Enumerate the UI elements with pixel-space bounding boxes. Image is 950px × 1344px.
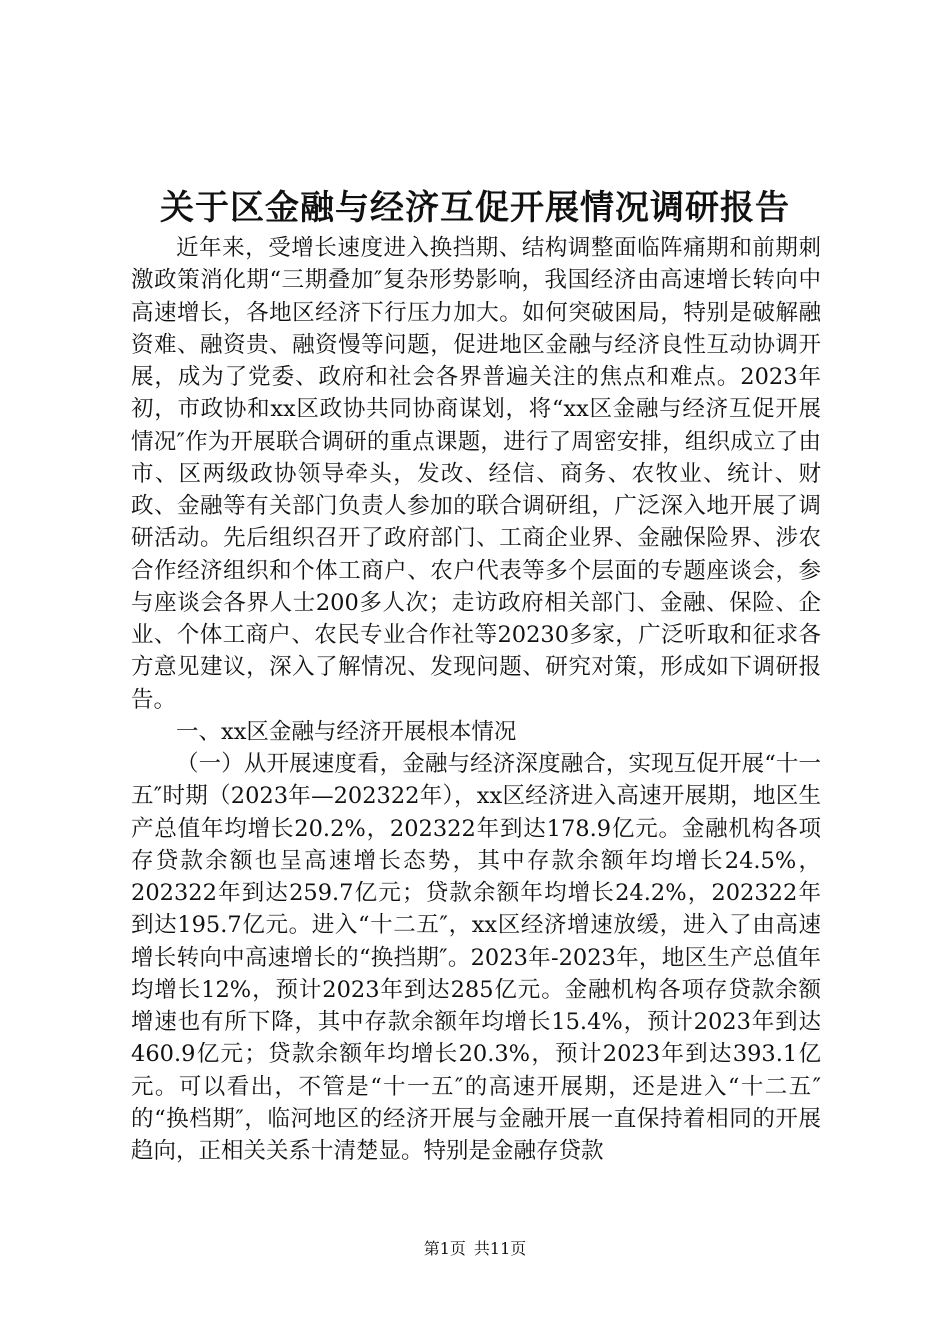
paragraph-intro: 近年来，受增长速度进入换挡期、结构调整面临阵痛期和前期刺激政策消化期“三期叠加″复杂形势影响，我国经济由高速增长转向中高速增长，各地区经济下行压力加大。如何突破困局，特别是破解融资难、融资贵、融资慢等问题，促进地区金融与经济良性互动协调开展，成为了党委、政府和社会各界普遍关注的焦点和难点。2023年初，市政协和xx区政协共同协商谋划，将“xx区金融与经济互促开展情况″作为开展联合调研的重点课题，进行了周密安排，组织成立了由市、区两级政协领导牵头，发改、经信、商务、农牧业、统计、财政、金融等有关部门负责人参加的联合调研组，广泛深入地开展了调研活动。先后组织召开了政府部门、工商企业界、金融保险界、涉农合作经济组织和个体工商户、农户代表等多个层面的专题座谈会，参与座谈会各界人士200多人次；走访政府相关部门、金融、保险、企业、个体工商户、农民专业合作社等20230多家，广泛听取和征求各方意见建议，深入了解情况、发现问题、研究对策，形成如下调研报告。 xyxy=(131,235,821,713)
section-heading: 一、xx区金融与经济开展根本情况 xyxy=(176,718,517,745)
document-body xyxy=(131,232,821,1167)
page-number: 第1页 xyxy=(423,1239,466,1258)
page-total: 共11页 xyxy=(473,1239,527,1258)
page-footer xyxy=(0,1238,950,1260)
document-title: 关于区金融与经济互促开展情况调研报告 xyxy=(160,188,790,228)
paragraph-development-speed: （一）从开展速度看，金融与经济深度融合，实现互促开展“十一五″时期（2023年—202322年），xx区经济进入高速开展期，地区生产总值年均增长20.2%，202322年到达178.9亿元。金融机构各项存贷款余额也呈高速增长态势，其中存款余额年均增长24.5%，202322年到达259.7亿元；贷款余额年均增长24.2%，202322年到达195.7亿元。进入“十二五″，xx区经济增速放缓，进入了由高速增长转向中高速增长的“换挡期″。2023年-2023年，地区生产总值年均增长12%，预计2023年到达285亿元。金融机构各项存贷款余额增速也有所下降，其中存款余额年均增长15.4%，预计2023年到达460.9亿元；贷款余额年均增长20.3%，预计2023年到达393.1亿元。可以看出，不管是“十一五″的高速开展期，还是进入“十二五″的“换档期″，临河地区的经济开展与金融开展一直保持着相同的开展趋向，正相关关系十清楚显。特别是金融存贷款 xyxy=(131,751,821,1164)
